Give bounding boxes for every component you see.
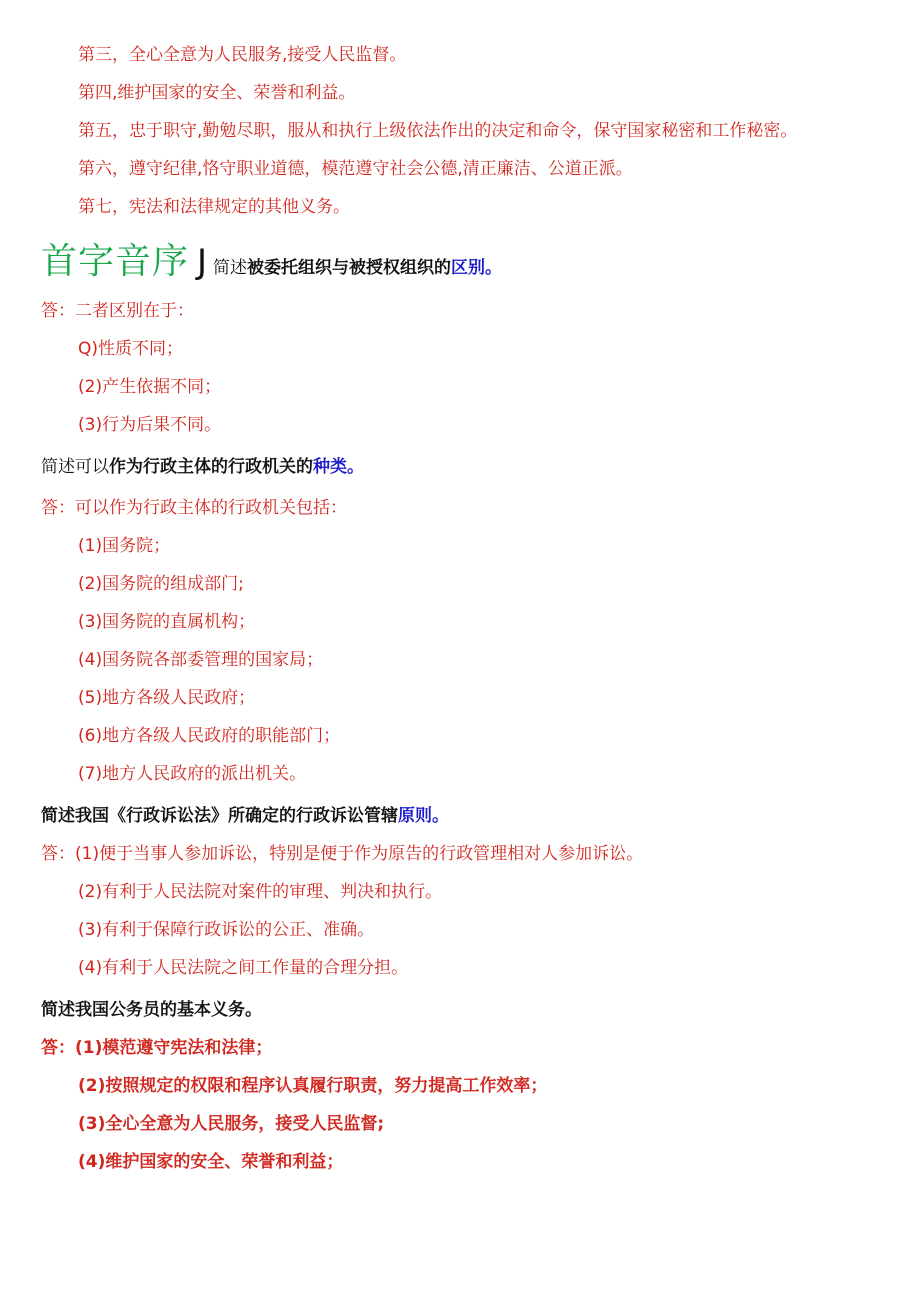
question-1-lead: 简述 [213,258,248,278]
question-3-bold: 简述我国《行政诉讼法》所确定的行政诉讼管辖 [41,806,398,826]
question-4-heading: 简述我国公务员的基本义务。 [41,1000,262,1020]
answer-1-item-3: (3)行为后果不同。 [78,415,222,435]
answer-2-item-2: (2)国务院的组成部门; [78,574,244,594]
answer-2-item-7: (7)地方人民政府的派出机关。 [78,764,307,784]
answer-2-item-5: (5)地方各级人民政府； [78,688,256,708]
answer-4-item-4: (4)维护国家的安全、荣誉和利益； [78,1152,344,1172]
answer-1-intro: 答：二者区别在于： [41,301,194,321]
answer-3-item-4: (4)有利于人民法院之间工作量的合理分担。 [78,958,409,978]
initial-letter-j: J [197,242,208,282]
answer-3-item-1: 答：(1)便于当事人参加诉讼，特别是便于作为原告的行政管理相对人参加诉讼。 [41,844,644,864]
question-2-end: 。 [347,457,364,477]
answer-1-item-1: Q)性质不同； [78,339,184,359]
question-2-heading [41,456,364,478]
duty-item-6: 第六，遵守纪律,恪守职业道德，模范遵守社会公德,清正廉洁、公道正派。 [78,159,633,179]
question-2-lead: 简述可以 [41,457,109,477]
initial-letter-index-label: 首字音序 [41,241,190,282]
answer-2-item-3: (3)国务院的直属机构； [78,612,256,632]
answer-2-item-6: (6)地方各级人民政府的职能部门； [78,726,341,746]
answer-2-intro: 答：可以作为行政主体的行政机关包括： [41,498,347,518]
question-3-heading [41,805,449,827]
question-2-bold: 作为行政主体的行政机关的 [109,457,313,477]
duty-item-4: 第四,维护国家的安全、荣誉和利益。 [78,83,356,103]
duty-item-5: 第五，忠于职守,勤勉尽职，服从和执行上级依法作出的决定和命令，保守国家秘密和工作秘密。 [78,121,798,141]
answer-3-item-3: (3)有利于保障行政诉讼的公正、准确。 [78,920,375,940]
duty-item-7: 第七，宪法和法律规定的其他义务。 [78,197,350,217]
question-1-heading [41,242,502,290]
answer-1-item-2: (2)产生依据不同； [78,377,222,397]
answer-3-item-2: (2)有利于人民法院对案件的审理、判决和执行。 [78,882,443,902]
answer-2-item-4: (4)国务院各部委管理的国家局； [78,650,324,670]
duty-item-3: 第三，全心全意为人民服务,接受人民监督。 [78,45,407,65]
question-3-highlight: 原则 [398,806,432,826]
question-1-end: 。 [485,258,503,278]
question-3-end: 。 [432,806,449,826]
answer-4-item-1: 答：(1)模范遵守宪法和法律； [41,1038,273,1058]
question-1-bold: 被委托组织与被授权组织的 [247,258,452,278]
answer-2-item-1: (1)国务院； [78,536,171,556]
question-2-highlight: 种类 [313,457,347,477]
answer-4-item-2: (2)按照规定的权限和程序认真履行职责，努力提高工作效率； [78,1076,548,1096]
answer-4-item-3: (3)全心全意为人民服务，接受人民监督; [78,1114,385,1134]
question-1-highlight: 区别 [451,258,486,278]
